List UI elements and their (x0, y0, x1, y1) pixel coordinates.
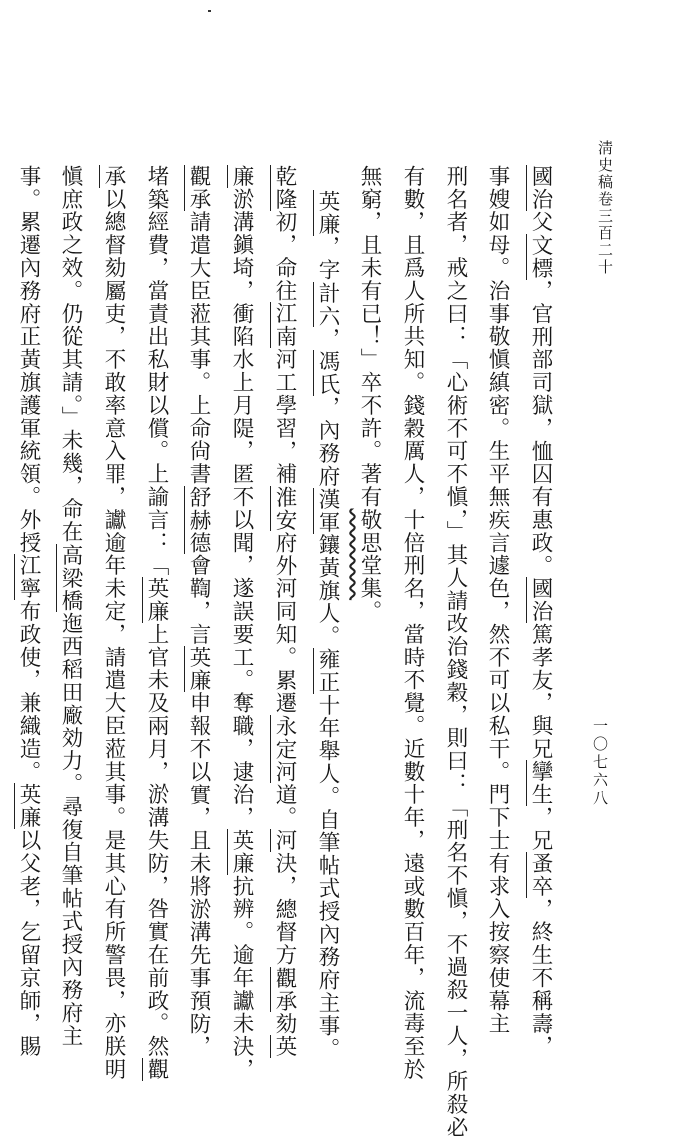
proper-noun: 河 (272, 829, 297, 853)
text-column (266, 165, 302, 1059)
proper-noun: 英廉 (229, 829, 254, 875)
text-run: 無窮，且未有已！」卒不許。著有 (357, 165, 382, 509)
text-run: 事。累遷內務府正黃旗護軍統領。外授 (16, 165, 41, 555)
text-column (394, 165, 430, 1081)
text-run: 愼庶政之效。仍從其請。」未幾，命在 (58, 165, 83, 544)
text-column (437, 165, 473, 1139)
text-run: 決，總督方 (272, 852, 297, 967)
text-column (522, 165, 558, 1059)
proper-noun: 高梁橋 (58, 543, 83, 613)
proper-noun: 國治 (528, 577, 553, 624)
text-run: 。 (357, 600, 382, 624)
proper-noun: 計六 (315, 281, 340, 328)
text-run: 篤孝友，與兄 (528, 623, 553, 761)
proper-noun: 雍正 (315, 648, 340, 694)
text-column (138, 165, 174, 1082)
text-run: 堵築經費，當責出私財以償。上諭言：「 (144, 165, 169, 578)
text-run: 有數，且爲人所共知。錢穀厲人，十倍刑名，當時不覺。近數十年，遠或數百年，流毒至於 (400, 165, 425, 1081)
text-run: 以總督劾屬吏，不敢率意入罪，讞逾年未定，請遣大臣蒞其事。是其心有所警畏，亦朕明 (101, 187, 126, 1082)
proper-noun: 英廉 (186, 645, 211, 692)
proper-noun: 漢軍 (315, 487, 340, 534)
page-number: 一〇七六八 (591, 718, 609, 808)
text-run: ，終生不稱壽， (528, 897, 553, 1059)
proper-noun: 永定河 (272, 714, 297, 784)
proper-noun: 觀 (144, 1058, 169, 1082)
text-run: 事嫂如母。治事敬愼縝密。生平無疾言遽色，然不可以私干。門下士有求入按察使幕主 (485, 165, 510, 1036)
text-run: 府外河同知。累遷 (272, 531, 297, 715)
proper-noun: 國治 (528, 165, 553, 211)
text-run: 抗辨。逾年讞未決， (229, 874, 254, 1082)
proper-noun: 江寧 (16, 554, 41, 601)
proper-noun: 觀承 (186, 165, 211, 211)
text-run: 申報不以實，且未將淤溝先事預防， (186, 691, 211, 1059)
text-run: ， (315, 327, 340, 351)
text-column (479, 165, 515, 1036)
binding-mark (208, 10, 211, 12)
text-run: ，內務府 (315, 396, 340, 488)
text-run: 會鞫，言 (186, 554, 211, 646)
proper-noun: 馮氏 (315, 350, 340, 397)
proper-noun: 英 (272, 1035, 297, 1059)
text-column (223, 165, 259, 1082)
text-run: 十年舉人。自筆帖式授內務府主事。 (315, 693, 340, 1061)
proper-noun: 文標 (528, 233, 553, 280)
text-column (10, 165, 46, 1059)
proper-noun: 廉 (229, 165, 254, 188)
text-run: 道。 (272, 783, 297, 830)
text-run: 鑲黃旗人。 (315, 533, 340, 649)
text-run: 父 (528, 210, 553, 234)
text-run: 淤溝鎭埼，衝陷水上月隄，匿不以聞，遂誤要工。奪職，逮治， (229, 187, 254, 830)
text-run: 迤西稻田廠効力。尋復自筆帖式授內務府主 (58, 612, 83, 1048)
text-run: 布政使，兼織造。 (16, 600, 41, 784)
text-run: 劾 (272, 1012, 297, 1036)
text-column (95, 165, 131, 1082)
proper-noun: 蚤卒 (528, 852, 553, 898)
proper-noun: 觀承 (272, 966, 297, 1013)
text-run: 初，命往 (272, 210, 297, 303)
text-run: 刑名者，戒之曰：「心術不可不愼，」其人請改治錢穀，則曰：「刑名不愼，不過殺一人，所殺必 (443, 165, 468, 1139)
proper-noun: 江南 (272, 302, 297, 349)
text-column (0, 165, 3, 965)
text-column (52, 165, 88, 1048)
text-run: ，官刑部司獄，恤囚有惠政。 (528, 279, 553, 578)
running-head: 淸史稿卷三百二十 (596, 140, 614, 276)
book-title: 敬思堂集 (357, 508, 382, 601)
text-run: 以父老，乞留京師，賜 (16, 829, 41, 1059)
proper-noun: 乾隆 (272, 165, 297, 211)
proper-noun: 英廉 (315, 190, 340, 236)
text-run: 河工學習，補 (272, 348, 297, 486)
text-column (351, 165, 387, 965)
text-column (180, 165, 216, 1059)
text-run: 上官未及兩月，淤溝失防，咎實在前政。然 (144, 623, 169, 1059)
text-run: 請遣大臣蒞其事。上命尙書 (186, 210, 211, 486)
text-run: ，字 (315, 235, 340, 282)
proper-noun: 承 (101, 165, 126, 188)
proper-noun: 舒赫德 (186, 485, 211, 555)
text-run: ，兄 (528, 806, 553, 853)
text-column (309, 190, 345, 1061)
proper-noun: 英廉 (144, 577, 169, 624)
proper-noun: 英廉 (16, 783, 41, 830)
proper-noun: 淮安 (272, 485, 297, 532)
proper-noun: 攣生 (528, 760, 553, 807)
